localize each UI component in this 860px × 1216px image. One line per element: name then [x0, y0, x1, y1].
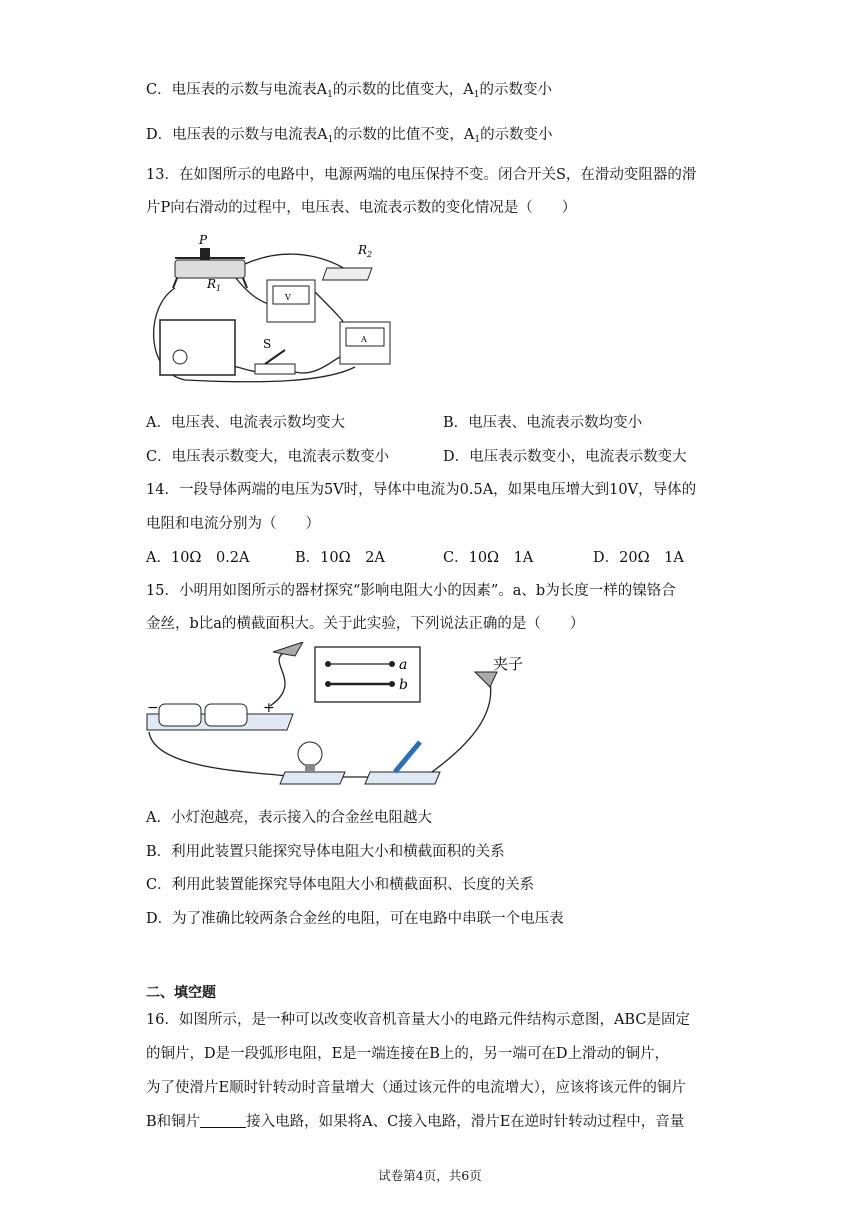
section-title: 二、填空题 [146, 985, 216, 1001]
svg-text:−: − [147, 700, 159, 716]
bulb [298, 742, 322, 766]
label-b: b [399, 677, 408, 693]
q13-stem-line2: 片P向右滑动的过程中，电压表、电流表示数的变化情况是（ ） [146, 200, 577, 216]
q12-option-d: D．电压表的示数与电流表$A_1$的示数的比值不变，$A_1$的示数变小 [146, 127, 553, 145]
q15-stem-line2: 金丝，b比a的横截面积大。关于此实验，下列说法正确的是（ ） [146, 616, 585, 632]
clip-right [475, 672, 497, 687]
label-p: P [199, 233, 208, 247]
label-r1: R [207, 277, 217, 291]
switch-s [255, 364, 295, 374]
q14-stem-line1: 14．一段导体两端的电压为5V时，导体中电流为0.5A，如果电压增大到10V，导体的 [146, 482, 697, 498]
battery-1 [159, 704, 201, 726]
q13-option-d: D．电压表示数变小，电流表示数变大 [443, 449, 687, 465]
q12-option-c: C．电压表的示数与电流表$A_1$的示数的比值变大，$A_1$的示数变小 [146, 82, 553, 100]
q16-line4: B和铜片 接入电路，如果将A、C接入电路，滑片E在逆时针转动过程中，音量 [146, 1114, 685, 1130]
q15-apparatus-figure [145, 642, 545, 792]
clip-left [273, 642, 303, 656]
slider-p [200, 248, 210, 260]
power-supply [160, 320, 235, 375]
svg-text:2: 2 [367, 250, 373, 259]
svg-text:+: + [263, 700, 275, 716]
rheostat-body [175, 260, 245, 278]
q13-circuit-figure [145, 232, 395, 384]
label-r2: R [358, 243, 368, 257]
q14-option-d: D．20Ω 1A [593, 550, 684, 566]
q15-option-d: D．为了准确比较两条合金丝的电阻，可在电路中串联一个电压表 [146, 911, 564, 927]
q14-option-b: B．10Ω 2A [295, 550, 385, 566]
q14-option-c: C．10Ω 1A [443, 550, 534, 566]
q13-stem-line1: 13．在如图所示的电路中，电源两端的电压保持不变。闭合开关S，在滑动变阻器的滑 [146, 167, 697, 183]
q16-line3: 为了使滑片E顺时针转动时音量增大（通过该元件的电流增大），应该将该元件的铜片 [146, 1080, 686, 1096]
answer-blank[interactable] [200, 1113, 246, 1128]
label-clip: 夹子 [493, 655, 524, 673]
resistor-r2 [323, 268, 372, 280]
q16-line2: 的铜片，D是一段弧形电阻，E是一端连接在B上的，另一端可在D上滑动的铜片， [146, 1046, 669, 1062]
svg-text:1: 1 [216, 284, 222, 293]
q16-line1: 16．如图所示，是一种可以改变收音机音量大小的电路元件结构示意图，ABC是固定 [146, 1012, 690, 1028]
switch-blade [395, 742, 420, 772]
q15-option-b: B．利用此装置只能探究导体电阻大小和横截面积的关系 [146, 844, 505, 860]
q15-option-a: A．小灯泡越亮，表示接入的合金丝电阻越大 [146, 810, 432, 826]
q14-option-a: A．10Ω 0.2A [146, 550, 250, 566]
q14-stem-line2: 电阻和电流分别为（ ） [146, 516, 320, 532]
page-footer: 试卷第4页，共6页 [378, 1168, 482, 1183]
svg-text:A: A [361, 335, 367, 344]
svg-text:V: V [285, 293, 291, 302]
q13-option-c: C．电压表示数变大，电流表示数变小 [146, 449, 390, 465]
q15-stem-line1: 15．小明用如图所示的器材探究“影响电阻大小的因素”。a、b为长度一样的镍铬合 [146, 583, 676, 599]
q13-option-b: B．电压表、电流表示数均变小 [443, 415, 643, 431]
label-s: S [263, 337, 272, 351]
label-a: a [399, 657, 408, 673]
q13-option-a: A．电压表、电流表示数均变大 [146, 415, 345, 431]
battery-2 [205, 704, 247, 726]
q15-option-c: C．利用此装置能探究导体电阻大小和横截面积、长度的关系 [146, 877, 535, 893]
alloy-wire-board [315, 647, 420, 702]
